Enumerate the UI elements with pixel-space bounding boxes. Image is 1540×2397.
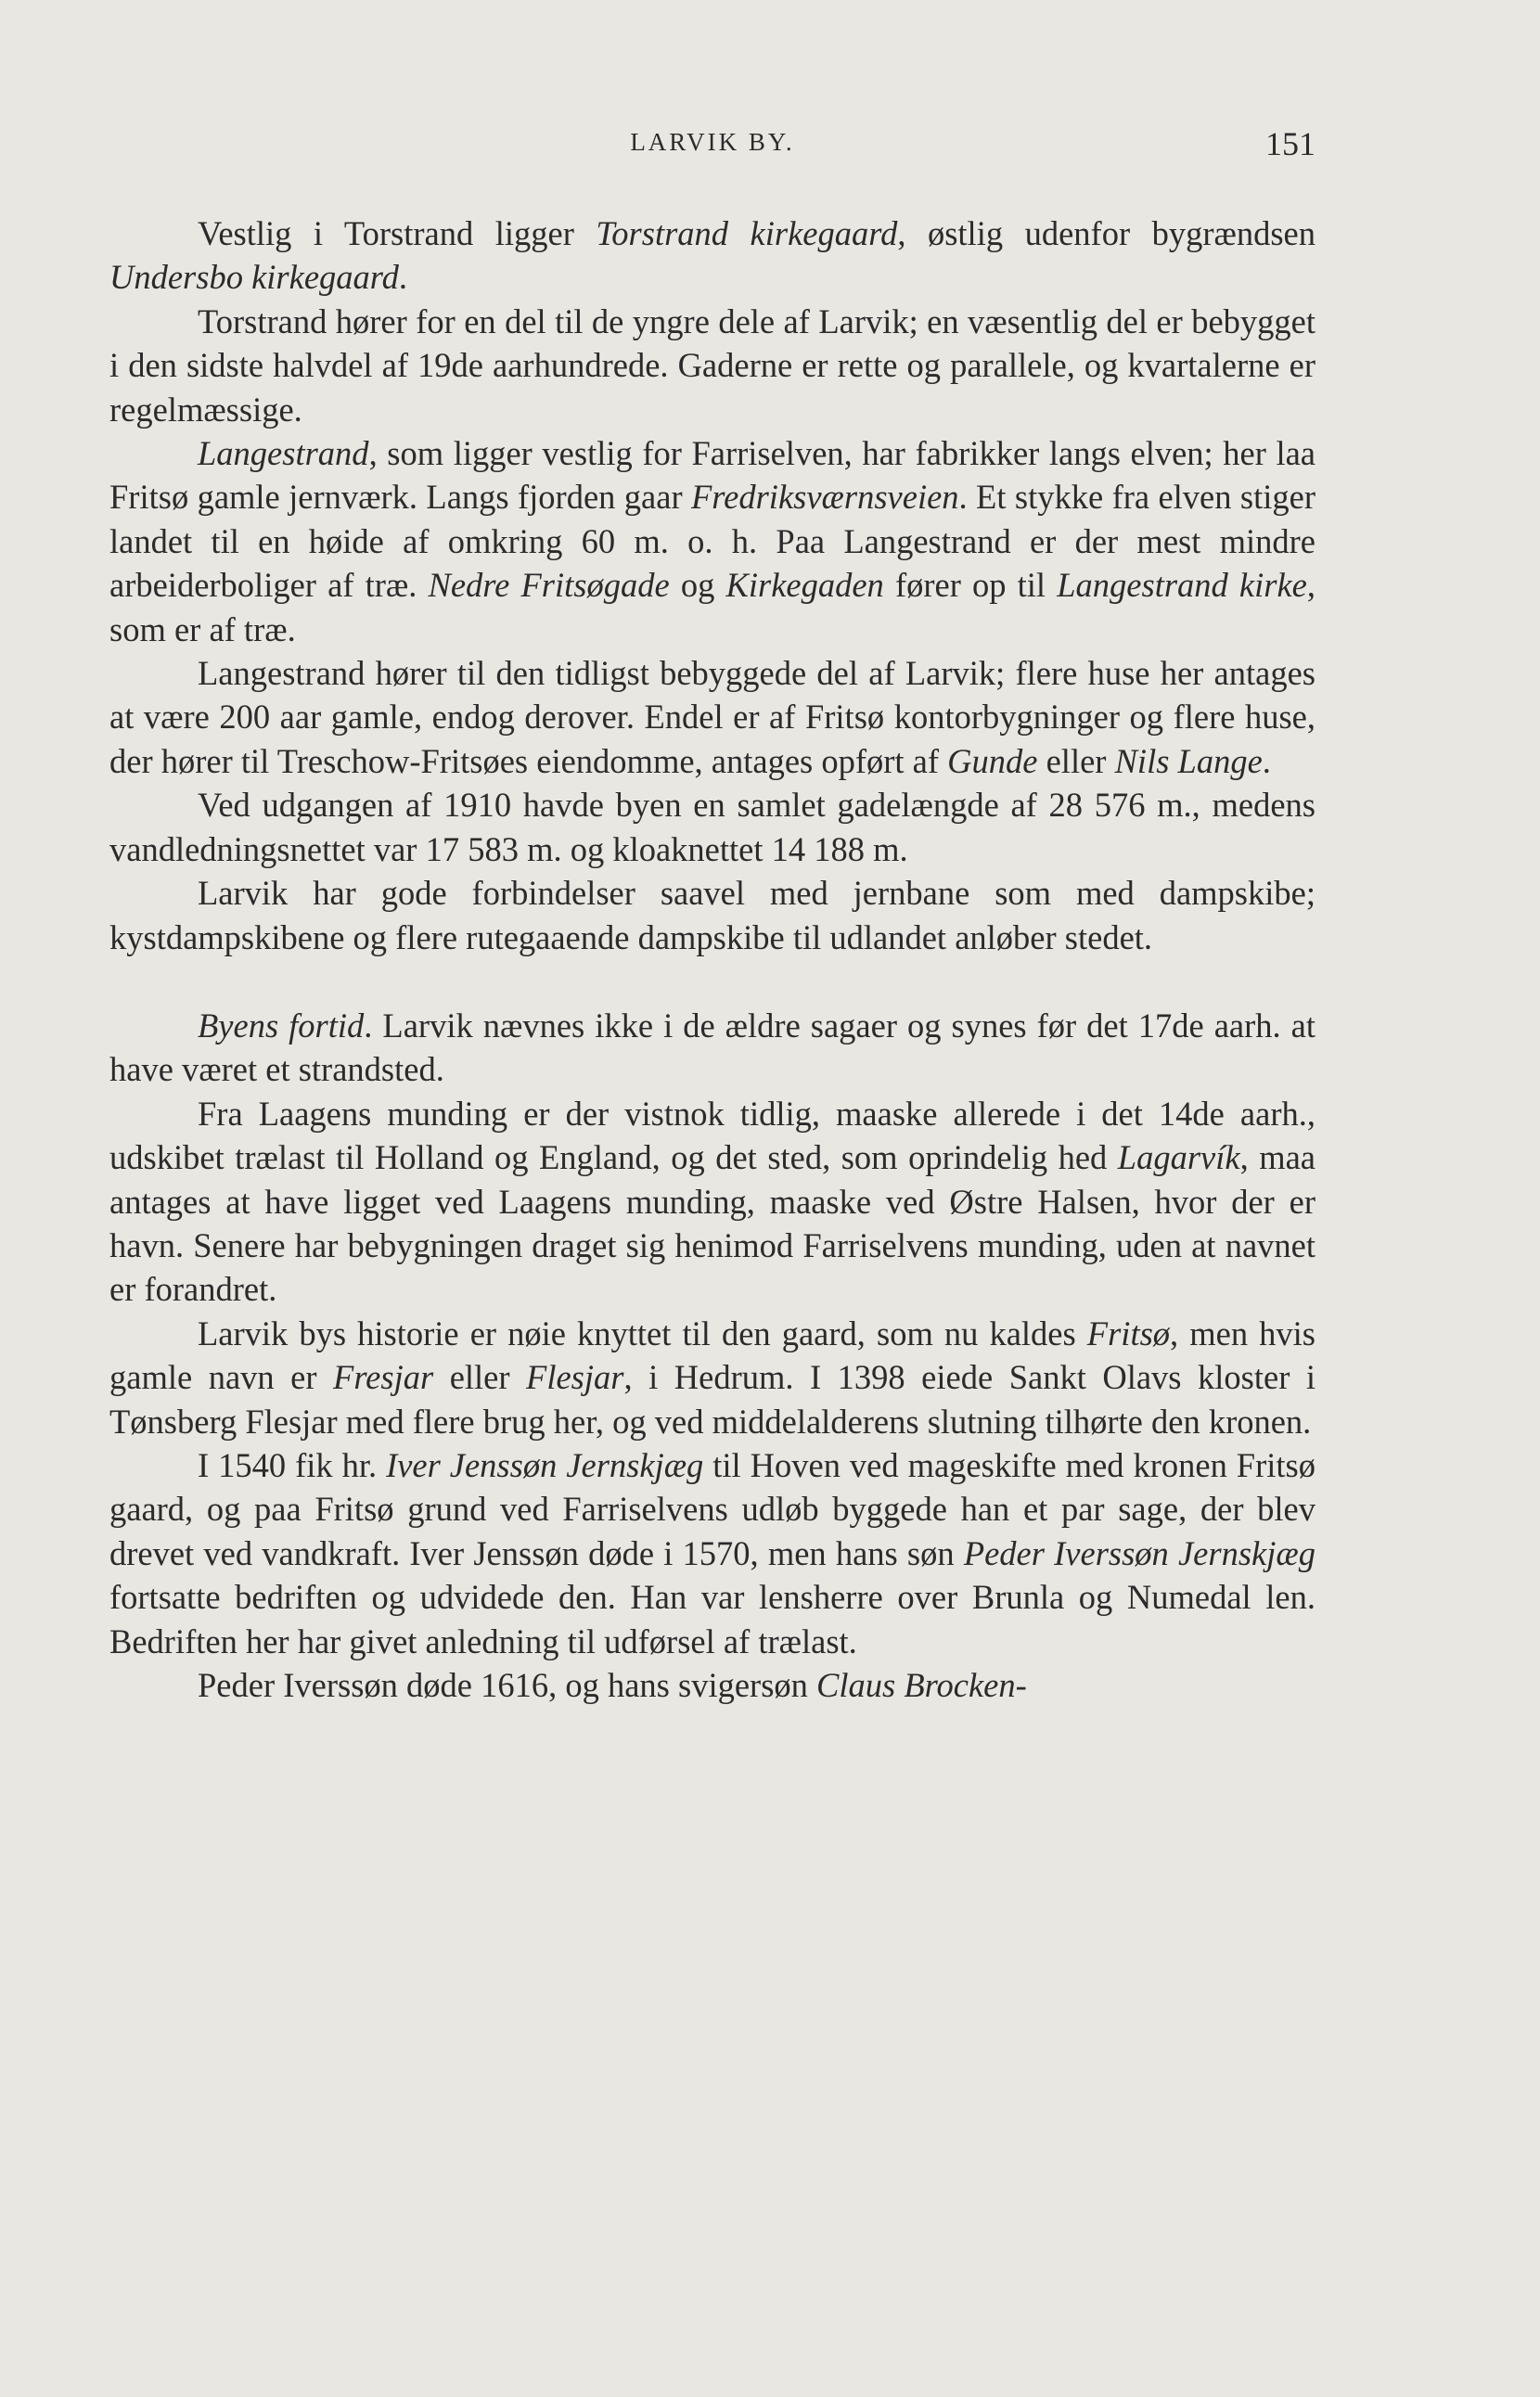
text-run: . Et stykke fra elven stiger landet til en høide af omkring 60 m. o. h. Paa Langestrand er der mest mindre arbeiderboliger af træ.: [109, 478, 1315, 605]
paragraph: [109, 783, 1315, 871]
text-run: Ved udgangen af 1910 havde byen en samlet gadelængde af 28 576 m., medens vandledningsnettet var 17 583 m. og kloaknettet 14 188 m.: [109, 786, 1315, 868]
italic-text: Fritsø: [1086, 1314, 1171, 1352]
text-run: eller: [1037, 741, 1115, 780]
text-run: Peder Iverssøn døde 1616, og hans svigersøn: [198, 1666, 817, 1704]
paragraph: [109, 212, 1315, 300]
text-run: Vestlig i Torstrand ligger: [198, 214, 597, 252]
text-run: Larvik bys historie er nøie knyttet til den gaard, som nu kaldes: [198, 1314, 1087, 1352]
page-header: [109, 125, 1315, 174]
italic-text: Undersbo kirkegaard: [109, 258, 399, 297]
text-run: og: [669, 566, 726, 605]
text-run: Torstrand hører for en del til de yngre dele af Larvik; en væsentlig del er bebygget i den sidste halvdel af 19de aarhundrede. Gaderne er rette og parallele, og kvartalerne er regelmæssige.: [109, 301, 1315, 429]
italic-text: Byens fortid: [198, 1006, 365, 1045]
text-run: Fra Laagens munding er der vistnok tidlig, maaske allerede i det 14de aarh., udskibet trælast til Holland og England, og det sted, som oprindelig hed: [109, 1094, 1315, 1177]
paragraph: [109, 651, 1315, 783]
italic-text: Fresjar: [333, 1358, 434, 1397]
italic-text: Langestrand: [198, 434, 369, 473]
text-run: I 1540 fik hr.: [198, 1445, 387, 1484]
text-run: Langestrand hører til den tidligst bebyggede del af Larvik; flere huse her antages at være 200 aar gamle, endog derover. Endel er af Fritsø kontorbygninger og flere huse, der hører til Treschow-Fritsøes eiendomme, antages opført af: [109, 654, 1315, 780]
text-run: , men hvis gamle navn er: [109, 1314, 1315, 1397]
italic-text: Langestrand kirke: [1057, 566, 1307, 605]
paragraph: [109, 431, 1315, 651]
paragraph: [109, 1663, 1315, 1707]
paragraph: [109, 1443, 1315, 1663]
text-run: . Larvik nævnes ikke i de ældre sagaer og synes før det 17de aarh. at have været et strandsted.: [109, 1006, 1316, 1089]
paragraph: [109, 300, 1315, 431]
italic-text: Torstrand kirkegaard: [596, 214, 898, 252]
text-run: , maa antages at have ligget ved Laagens munding, maaske ved Østre Halsen, hvor der er havn. Senere har bebygningen draget sig henimod Farriselvens munding, uden at navnet er forandret.: [109, 1138, 1315, 1309]
italic-text: Fredriksværnsveien: [691, 478, 959, 517]
text-run: til Hoven ved mageskifte med kronen Fritsø gaard, og paa Fritsø grund ved Farriselvens udløb byggede han et par sage, der blev drevet ved vandkraft. Iver Jenssøn døde i 1570, men hans søn: [109, 1445, 1315, 1572]
italic-text: Nedre Fritsøgade: [428, 566, 670, 605]
italic-text: Gunde: [947, 741, 1038, 780]
text-run: fører op til: [883, 566, 1058, 605]
italic-text: Claus Brocken-: [816, 1666, 1027, 1704]
text-run: , som er af træ.: [109, 566, 1316, 648]
italic-text: Peder Iverssøn Jernskjæg: [963, 1533, 1315, 1572]
text-run: , som ligger vestlig for Farriselven, har fabrikker langs elven; her laa Fritsø gamle jernværk. Langs fjorden gaar: [109, 434, 1315, 517]
paragraph: [109, 1004, 1315, 1092]
italic-text: Flesjar: [526, 1358, 624, 1397]
paragraph: [109, 1312, 1315, 1443]
text-run: .: [398, 258, 408, 297]
body-text: [109, 212, 1315, 1707]
text-run: .: [1262, 741, 1271, 780]
italic-text: Nils Lange: [1114, 741, 1263, 780]
text-run: eller: [433, 1358, 527, 1397]
italic-text: Kirkegaden: [725, 566, 884, 605]
paragraph: [109, 871, 1315, 959]
paragraph: [109, 1092, 1315, 1312]
italic-text: Iver Jenssøn Jernskjæg: [386, 1445, 704, 1484]
text-run: , østlig udenfor bygrændsen: [897, 214, 1315, 252]
text-run: , i Hedrum. I 1398 eiede Sankt Olavs kloster i Tønsberg Flesjar med flere brug her, og ved middelalderens slutning tilhørte den kronen.: [109, 1358, 1315, 1441]
running-head: LARVIK BY.: [630, 128, 795, 156]
text-run: Larvik har gode forbindelser saavel med jernbane som med dampskibe; kystdampskibene og flere rutegaaende dampskibe til udlandet anløber stedet.: [109, 874, 1315, 956]
text-run: fortsatte bedriften og udvidede den. Han var lensherre over Brunla og Numedal len. Bedriften her har givet anledning til udførsel af trælast.: [109, 1578, 1315, 1660]
italic-text: Lagarvík: [1117, 1138, 1240, 1177]
page-number: 151: [1265, 125, 1315, 162]
